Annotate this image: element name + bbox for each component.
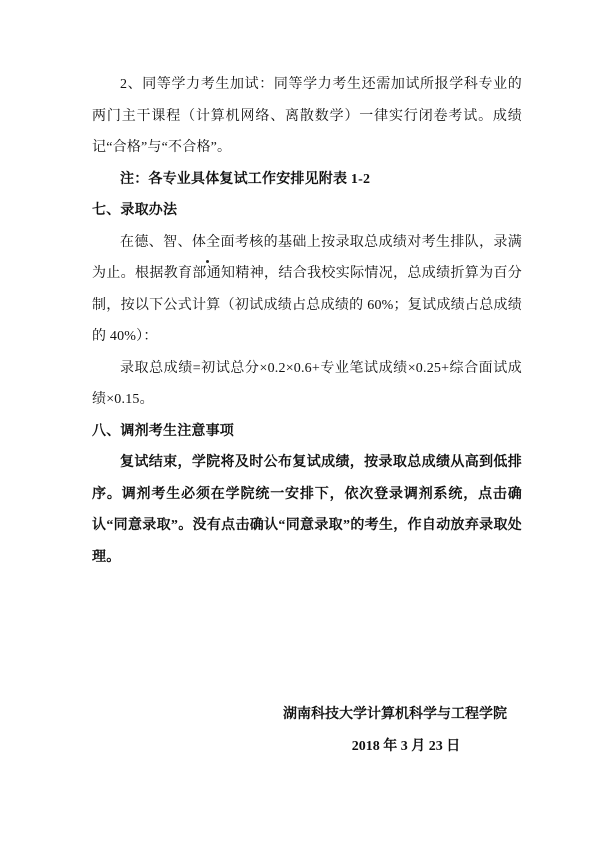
stray-ink-dot (206, 260, 209, 263)
signature-institution: 湖南科技大学计算机科学与工程学院 (283, 707, 507, 722)
paragraph-transfer-notes: 复试结束，学院将及时公布复试成绩，按录取总成绩从高到低排序。调剂考生必须在学院统一安排下，依次登录调剂系统，点击确认“同意录取”。没有点击确认“同意录取”的考生，作自动放弃录取处理。 (92, 455, 522, 565)
signature-block (92, 699, 522, 763)
paragraph-score-formula: 录取总成绩=初试总分×0.2×0.6+专业笔试成绩×0.25+综合面试成绩×0.15。 (92, 360, 522, 407)
signature-inner (283, 699, 507, 763)
section-heading-8: 八、调剂考生注意事项 (92, 423, 234, 439)
signature-date: 2018 年 3 月 23 日 (351, 739, 461, 754)
paragraph-admission-method: 在德、智、体全面考核的基础上按录取总成绩对考生排队，录满为止。根据教育部通知精神，结合我校实际情况，总成绩折算为百分制，按以下公式计算（初试成绩占总成绩的 60%；复试成绩占总成绩的 40%）： (92, 234, 522, 344)
section-heading-7: 七、录取办法 (92, 203, 178, 218)
paragraph-equal-degree-exam: 2、同等学力考生加试：同等学力考生还需加试所报学科专业的两门主干课程（计算机网络、离散数学）一律实行闭卷考试。成绩记“合格”与“不合格”。 (92, 77, 522, 155)
note-line: 注：各专业具体复试工作安排见附表 1-2 (120, 171, 371, 187)
